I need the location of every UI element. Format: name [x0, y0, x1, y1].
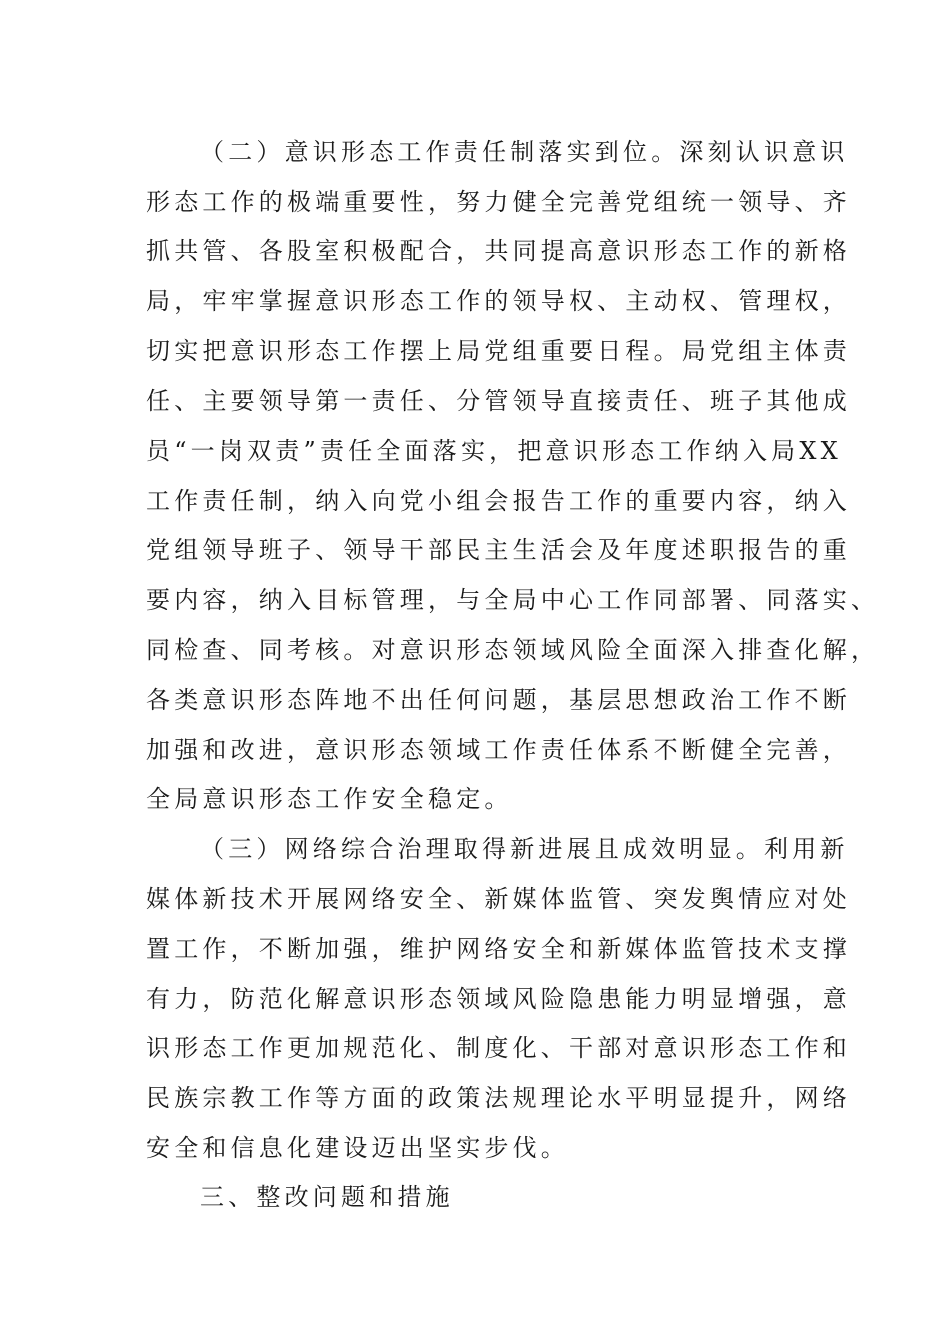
text-line: 党组领导班子、领导干部民主生活会及年度述职报告的重 — [146, 536, 851, 564]
text-line: （三）网络综合治理取得新进展且成效明显。利用新 — [200, 835, 849, 863]
text-line: 媒体新技术开展网络安全、新媒体监管、突发舆情应对处 — [146, 885, 851, 913]
text-line: 有力，防范化解意识形态领域风险隐患能力明显增强，意 — [146, 985, 851, 1013]
text-line: （二）意识形态工作责任制落实到位。深刻认识意识 — [200, 138, 849, 166]
text-line: 工作责任制，纳入向党小组会报告工作的重要内容，纳入 — [146, 487, 851, 515]
text-line: 全局意识形态工作安全稳定。 — [146, 785, 513, 813]
text-line: 加强和改进，意识形态领域工作责任体系不断健全完善， — [146, 736, 851, 764]
text-line: 抓共管、各股室积极配合，共同提高意识形态工作的新格 — [146, 237, 851, 265]
text-line: 识形态工作更加规范化、制度化、干部对意识形态工作和 — [146, 1034, 851, 1062]
section-heading: 三、整改问题和措施 — [200, 1183, 454, 1211]
text-line: 局，牢牢掌握意识形态工作的领导权、主动权、管理权， — [146, 287, 851, 315]
text-line: 任、主要领导第一责任、分管领导直接责任、班子其他成 — [146, 387, 851, 415]
text-line: 同检查、同考核。对意识形态领域风险全面深入排查化解， — [146, 636, 880, 664]
text-line: 置工作，不断加强，维护网络安全和新媒体监管技术支撑 — [146, 935, 851, 963]
text-line: 要内容，纳入目标管理，与全局中心工作同部署、同落实、 — [146, 586, 880, 614]
text-line: 形态工作的极端重要性，努力健全完善党组统一领导、齐 — [146, 188, 851, 216]
text-line: 切实把意识形态工作摆上局党组重要日程。局党组主体责 — [146, 337, 851, 365]
text-line: 安全和信息化建设迈出坚实步伐。 — [146, 1134, 569, 1162]
text-line: 各类意识形态阵地不出任何问题，基层思想政治工作不断 — [146, 686, 851, 714]
text-line: 民族宗教工作等方面的政策法规理论水平明显提升，网络 — [146, 1084, 851, 1112]
text-line: 员“一岗双责”责任全面落实，把意识形态工作纳入局XX — [146, 437, 842, 465]
